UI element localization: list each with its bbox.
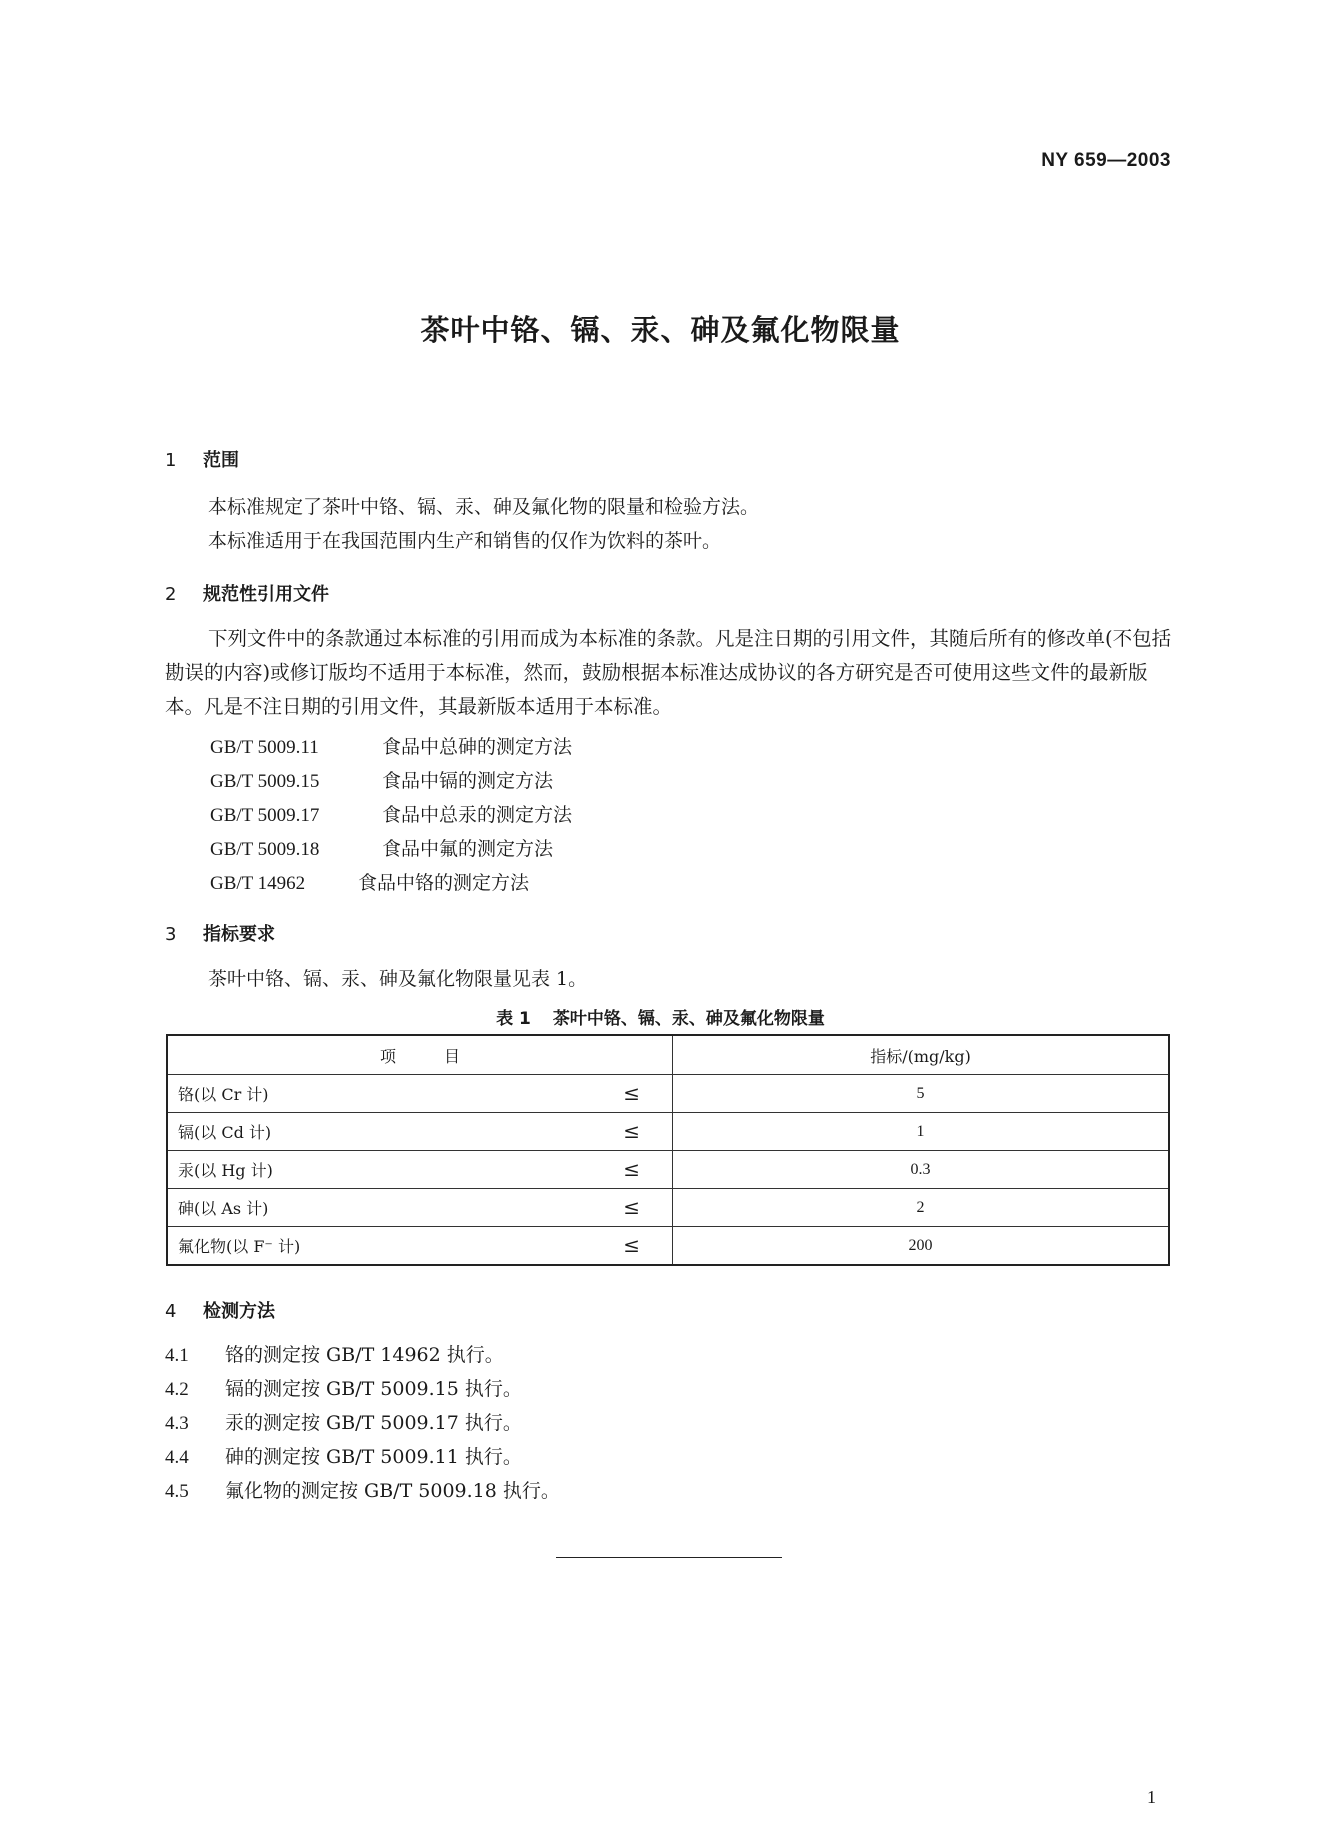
table-cell-item	[167, 1151, 673, 1189]
method-number: 4.1	[165, 1345, 189, 1366]
table-cell-item	[167, 1075, 673, 1113]
section-3-heading	[165, 920, 275, 946]
table-caption-number: 表 1	[496, 1009, 531, 1029]
table-cell-value: 200	[673, 1227, 1170, 1266]
method-text: 镉的测定按 GB/T 5009.15 执行。	[225, 1378, 522, 1400]
method-text: 氟化物的测定按 GB/T 5009.18 执行。	[225, 1480, 560, 1502]
method-number: 4.3	[165, 1413, 189, 1434]
method-item	[165, 1442, 522, 1469]
requirements-paragraph: 茶叶中铬、镉、汞、砷及氟化物限量见表 1。	[208, 968, 588, 990]
method-text: 汞的测定按 GB/T 5009.17 执行。	[225, 1412, 522, 1434]
section-number: 3	[165, 924, 177, 945]
reference-code: GB/T 5009.17	[210, 805, 320, 826]
item-label: 砷(以 As 计)	[178, 1199, 269, 1218]
method-number: 4.4	[165, 1447, 189, 1468]
section-title: 规范性引用文件	[203, 584, 329, 605]
references-intro-paragraph: 下列文件中的条款通过本标准的引用而成为本标准的条款。凡是注日期的引用文件，其随后所有的修改单(不包括勘误的内容)或修订版均不适用于本标准，然而，鼓励根据本标准达成协议的各方研究是否可使用这些文件的最新版本。凡是不注日期的引用文件，其最新版本适用于本标准。	[165, 627, 1172, 718]
reference-item	[210, 834, 553, 861]
reference-code: GB/T 5009.15	[210, 771, 320, 792]
less-equal-symbol: ≤	[623, 1081, 640, 1105]
method-number: 4.5	[165, 1481, 189, 1502]
reference-item	[210, 800, 572, 827]
reference-code: GB/T 14962	[210, 873, 306, 894]
item-label: 氟化物(以 F⁻ 计)	[178, 1237, 301, 1256]
item-label: 铬(以 Cr 计)	[178, 1085, 269, 1104]
reference-code: GB/T 5009.18	[210, 839, 320, 860]
page-number: 1	[1147, 1787, 1156, 1807]
item-label: 镉(以 Cd 计)	[178, 1123, 272, 1142]
section-number: 2	[165, 584, 177, 605]
page-title: 茶叶中铬、镉、汞、砷及氟化物限量	[420, 313, 901, 347]
scope-paragraph-1: 本标准规定了茶叶中铬、镉、汞、砷及氟化物的限量和检验方法。	[208, 496, 760, 518]
less-equal-symbol: ≤	[623, 1233, 640, 1257]
method-number: 4.2	[165, 1379, 189, 1400]
table-cell-value: 0.3	[673, 1151, 1170, 1189]
table-cell-value: 1	[673, 1113, 1170, 1151]
scope-paragraph-2: 本标准适用于在我国范围内生产和销售的仅作为饮料的茶叶。	[208, 530, 722, 552]
table-row	[167, 1227, 1169, 1266]
table-caption-title: 茶叶中铬、镉、汞、砷及氟化物限量	[552, 1009, 825, 1029]
method-text: 铬的测定按 GB/T 14962 执行。	[225, 1344, 504, 1366]
less-equal-symbol: ≤	[623, 1119, 640, 1143]
limits-table	[166, 1034, 1170, 1266]
method-item	[165, 1476, 560, 1503]
method-item	[165, 1374, 522, 1401]
section-4-heading	[165, 1297, 275, 1323]
table-cell-value: 5	[673, 1075, 1170, 1113]
section-title: 指标要求	[203, 924, 275, 945]
section-number: 4	[165, 1301, 177, 1322]
table-row	[167, 1151, 1169, 1189]
reference-title: 食品中总砷的测定方法	[382, 736, 573, 758]
end-rule	[556, 1557, 782, 1558]
table-cell-item	[167, 1227, 673, 1266]
item-label: 汞(以 Hg 计)	[178, 1161, 273, 1180]
table-cell-item	[167, 1189, 673, 1227]
reference-item	[210, 732, 572, 759]
method-item	[165, 1340, 504, 1367]
method-text: 砷的测定按 GB/T 5009.11 执行。	[225, 1446, 522, 1468]
table-row	[167, 1075, 1169, 1113]
table-header-row	[167, 1035, 1169, 1075]
table-row	[167, 1189, 1169, 1227]
table-row	[167, 1113, 1169, 1151]
table-caption	[0, 1004, 1321, 1029]
reference-title: 食品中总汞的测定方法	[382, 804, 573, 826]
less-equal-symbol: ≤	[623, 1157, 640, 1181]
table-cell-value: 2	[673, 1189, 1170, 1227]
section-1-heading	[165, 446, 239, 472]
reference-item	[210, 766, 553, 793]
reference-item	[210, 868, 529, 895]
column-header-value: 指标/(mg/kg)	[673, 1035, 1170, 1075]
reference-code: GB/T 5009.11	[210, 737, 319, 758]
table-cell-item	[167, 1113, 673, 1151]
section-number: 1	[165, 450, 177, 471]
column-header-item: 项目	[167, 1035, 673, 1075]
section-title: 范围	[203, 450, 239, 471]
reference-title: 食品中铬的测定方法	[358, 872, 530, 894]
section-2-heading	[165, 580, 329, 606]
reference-title: 食品中镉的测定方法	[382, 770, 554, 792]
section-title: 检测方法	[203, 1301, 275, 1322]
document-code: NY 659—2003	[1041, 150, 1171, 171]
method-item	[165, 1408, 522, 1435]
less-equal-symbol: ≤	[623, 1195, 640, 1219]
reference-title: 食品中氟的测定方法	[382, 838, 554, 860]
